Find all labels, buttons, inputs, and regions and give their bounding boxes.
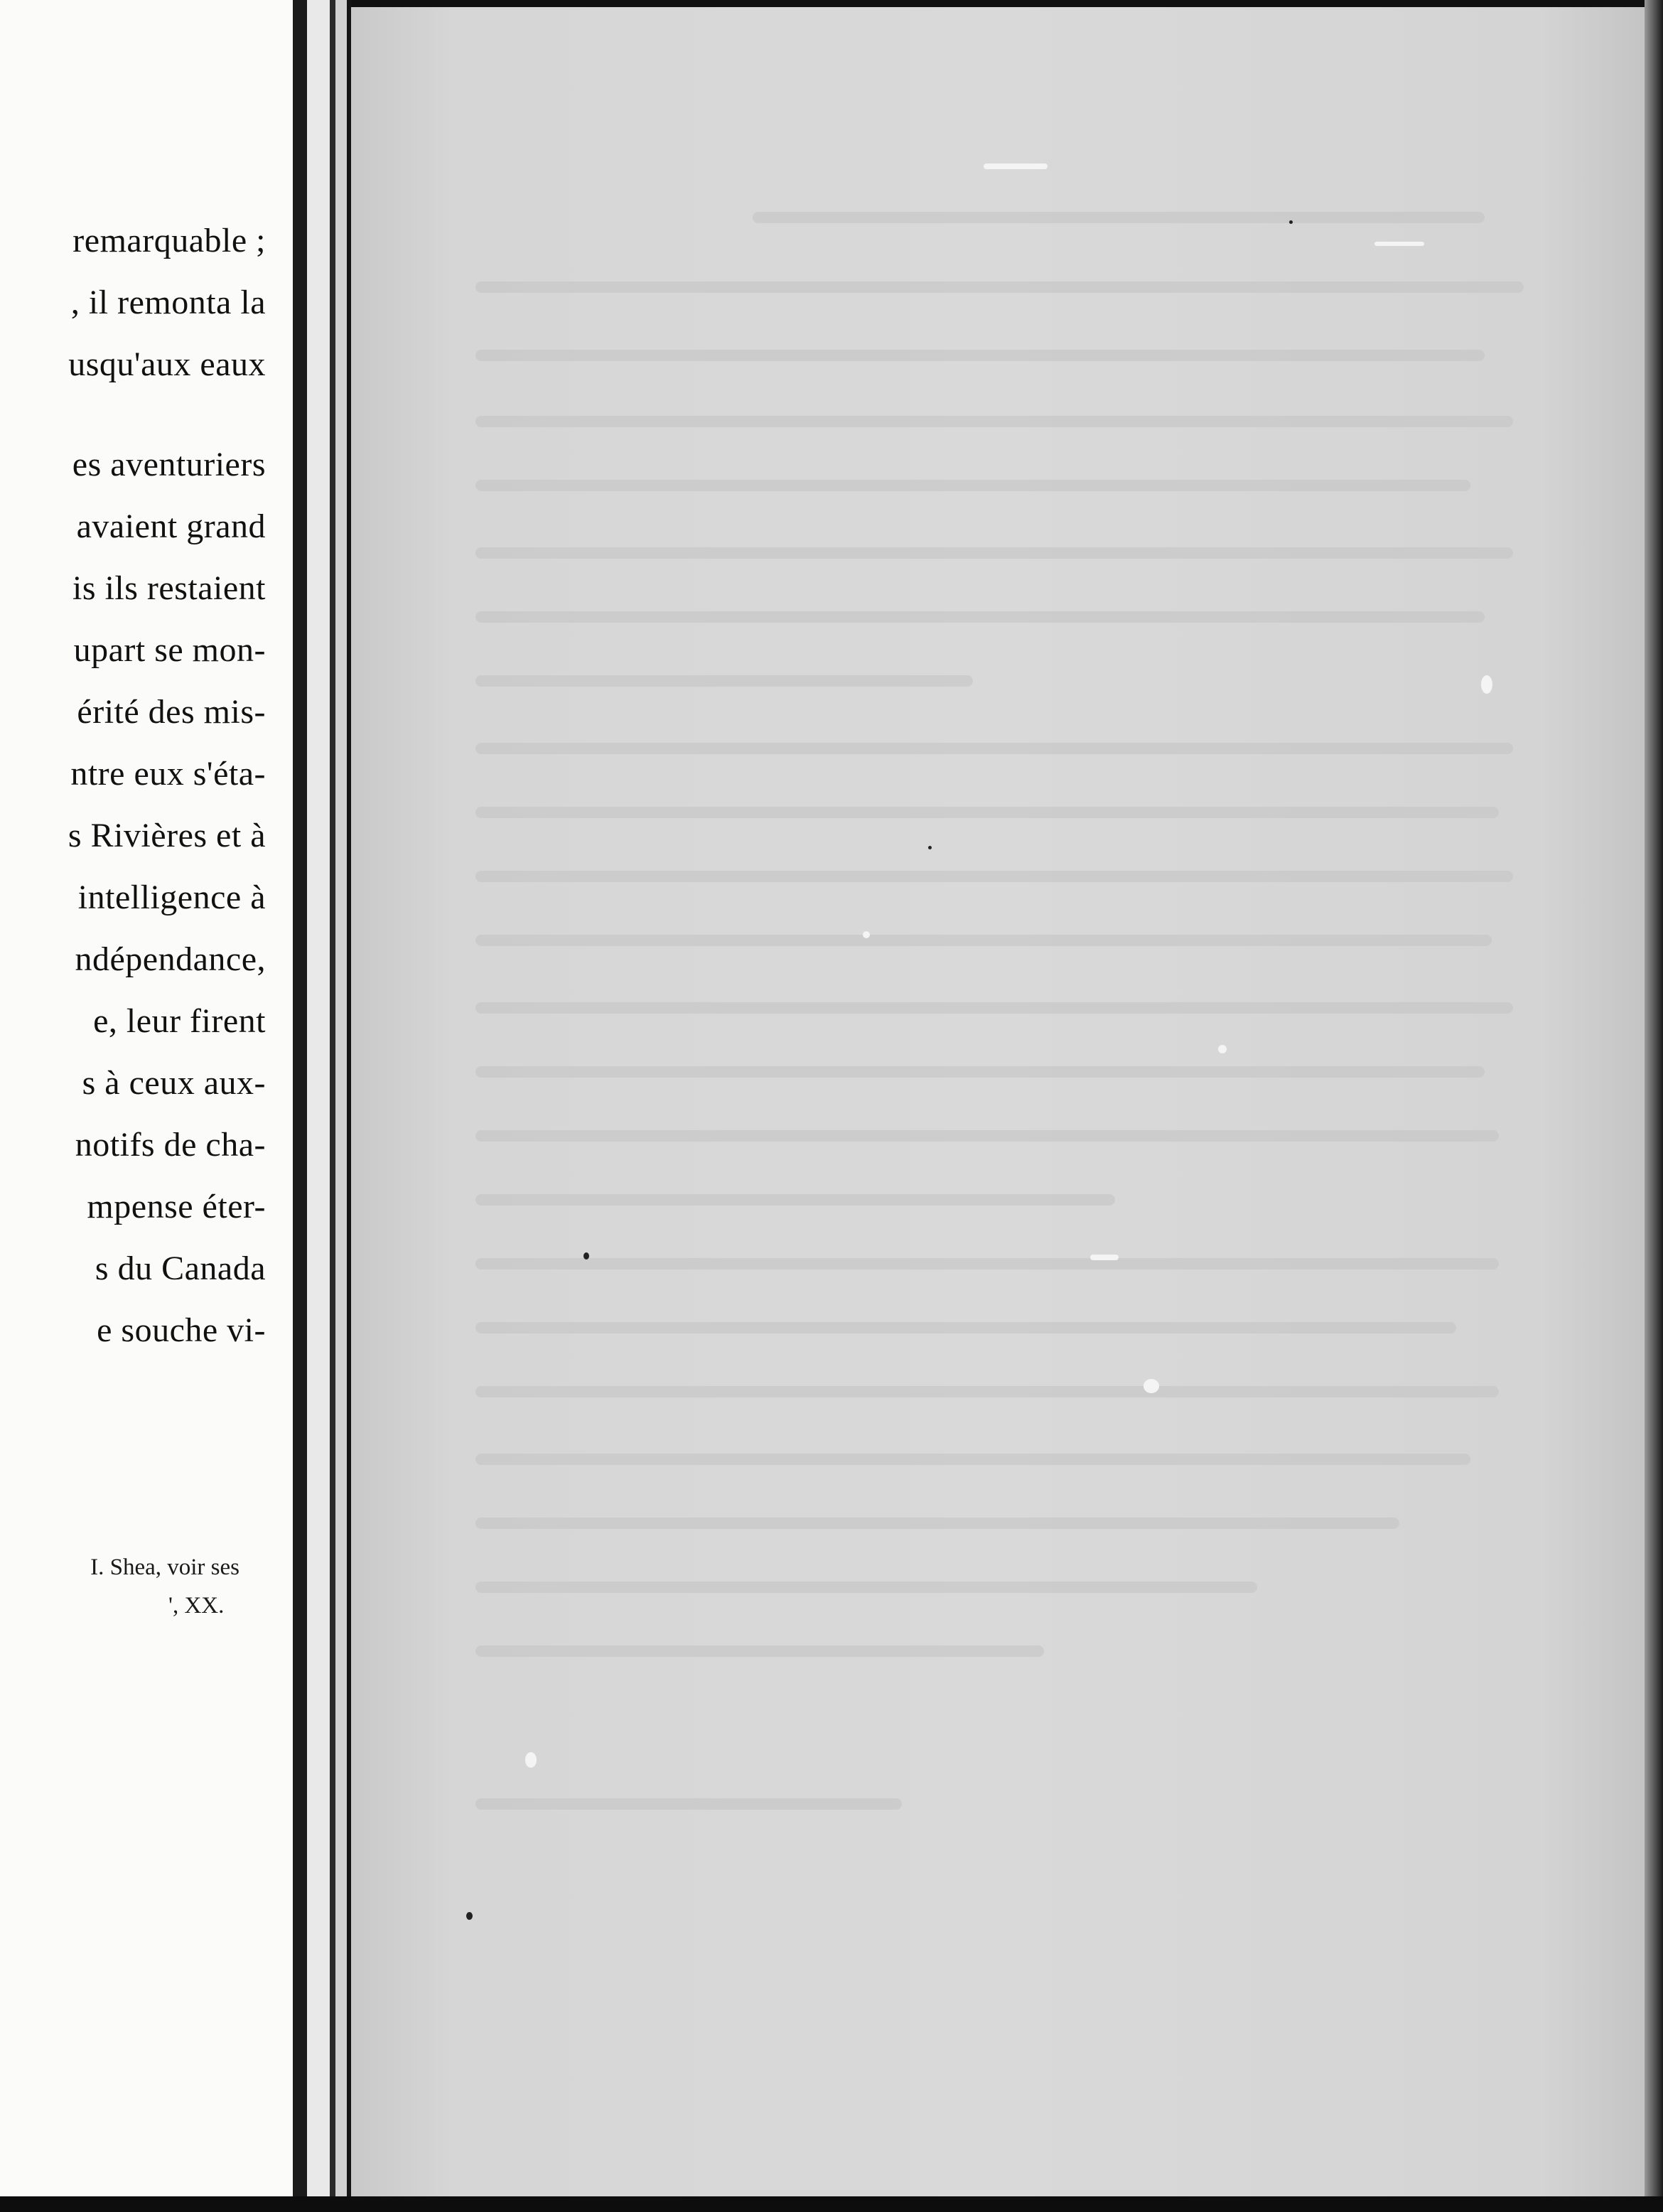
- paper-speck: [1090, 1255, 1119, 1260]
- paper-speck: [984, 163, 1048, 169]
- bleed-through-line: [475, 1258, 1499, 1269]
- bleed-through-line: [475, 1194, 1115, 1206]
- text-line: s Rivières et à: [68, 817, 266, 854]
- bleed-through-line: [475, 1386, 1499, 1397]
- bleed-through-line: [475, 480, 1470, 491]
- footnote-line: ', XX.: [168, 1593, 225, 1618]
- text-line: is ils restaient: [72, 569, 266, 607]
- paper-speck: [1143, 1379, 1159, 1393]
- bleed-through-line: [475, 350, 1485, 361]
- bleed-through-line: [475, 743, 1513, 754]
- bleed-through-line: [475, 1645, 1044, 1657]
- bleed-through-line: [475, 1066, 1485, 1078]
- paragraph-gap: [0, 395, 266, 434]
- text-line: e, leur firent: [93, 1002, 266, 1040]
- text-line: avaient grand: [76, 508, 266, 545]
- text-line: notifs de cha-: [75, 1126, 266, 1164]
- bleed-through-line: [475, 1454, 1470, 1465]
- ink-dot: [928, 846, 932, 849]
- text-line: s du Canada: [95, 1250, 266, 1287]
- paper-speck: [1218, 1045, 1227, 1053]
- bleed-through-line: [475, 871, 1513, 882]
- paper-speck: [1481, 675, 1492, 694]
- text-line: s à ceux aux-: [82, 1064, 266, 1102]
- bleed-through-line: [475, 935, 1492, 946]
- blank-right-page: [351, 7, 1645, 2196]
- scan-right-border: [1645, 0, 1663, 2212]
- bleed-through-line: [475, 611, 1485, 623]
- bleed-through-line: [475, 281, 1524, 293]
- text-line: es aventuriers: [72, 446, 266, 483]
- text-line: usqu'aux eaux: [68, 345, 266, 383]
- bleed-through-line: [475, 547, 1513, 559]
- text-line: érité des mis-: [77, 693, 266, 731]
- ink-dot: [466, 1912, 473, 1920]
- bleed-through-line: [475, 1002, 1513, 1014]
- text-line: e souche vi-: [97, 1311, 266, 1349]
- paper-speck: [1374, 242, 1424, 246]
- footnote: [0, 1548, 240, 1625]
- ink-dot: [583, 1252, 589, 1260]
- left-page: [0, 0, 293, 2196]
- text-line: , il remonta la: [70, 284, 266, 321]
- text-line: intelligence à: [77, 879, 266, 916]
- bleed-through-line: [475, 807, 1499, 818]
- text-line: ndépendance,: [75, 940, 266, 978]
- bleed-through-line: [475, 1798, 902, 1810]
- book-gutter-fold: [335, 0, 351, 2196]
- bleed-through-line: [475, 416, 1513, 427]
- text-line: mpense éter-: [87, 1188, 266, 1225]
- left-page-text: [0, 210, 266, 1361]
- scan-bottom-border: [0, 2196, 1663, 2212]
- text-line: remarquable ;: [72, 222, 266, 259]
- bleed-through-line: [475, 1130, 1499, 1142]
- book-gutter-edge: [307, 0, 335, 2196]
- bleed-through-line: [475, 1518, 1399, 1529]
- bleed-through-line: [753, 212, 1485, 223]
- bleed-through-line: [475, 1582, 1257, 1593]
- paper-speck: [863, 931, 870, 938]
- paper-speck: [525, 1752, 537, 1768]
- bleed-through-line: [475, 1322, 1456, 1333]
- ink-dot: [1289, 220, 1293, 224]
- bleed-through-line: [475, 675, 973, 687]
- book-gutter-shadow: [293, 0, 307, 2212]
- footnote-line: I. Shea, voir ses: [90, 1555, 240, 1580]
- text-line: ntre eux s'éta-: [70, 755, 266, 793]
- text-line: upart se mon-: [73, 631, 266, 669]
